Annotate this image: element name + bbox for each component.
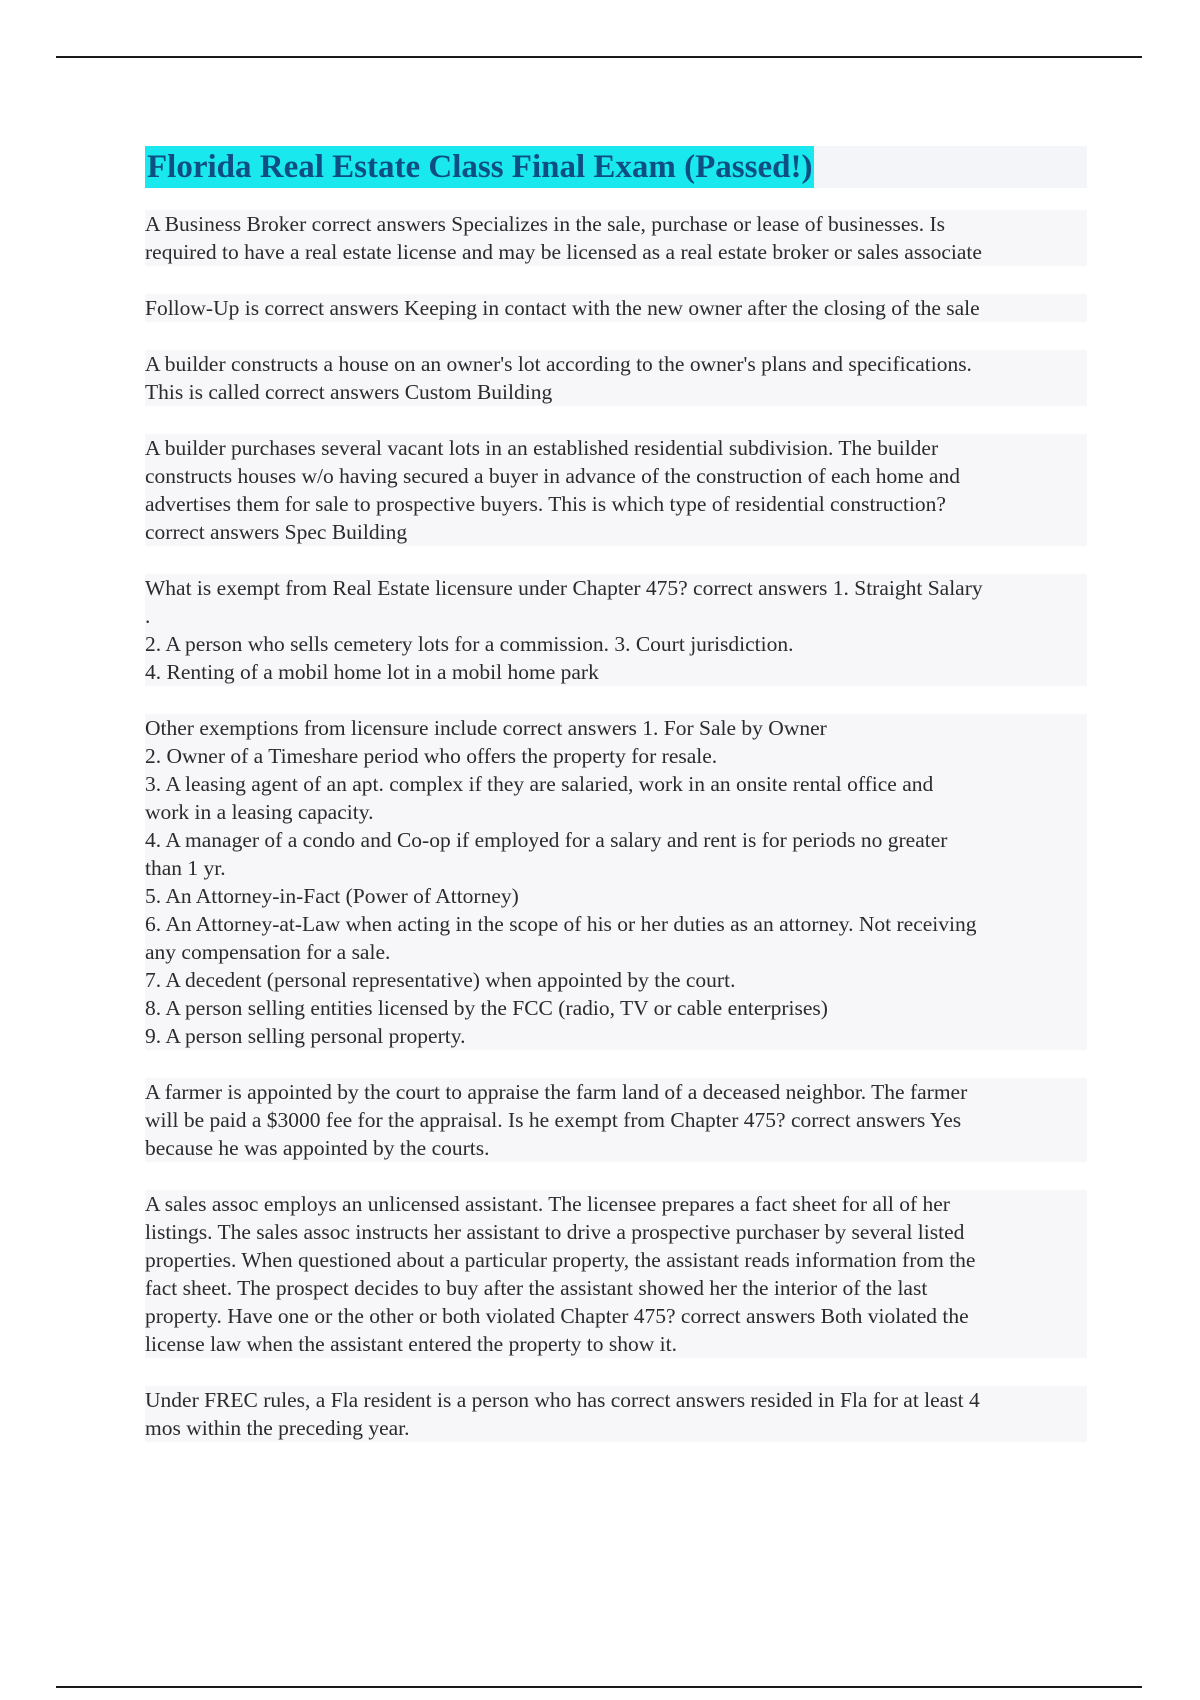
document-body (145, 146, 1087, 1470)
qa-line: property. Have one or the other or both violated Chapter 475? correct answers Both violated the (145, 1304, 969, 1328)
qa-line: 6. An Attorney-at-Law when acting in the scope of his or her duties as an attorney. Not receiving (145, 912, 977, 936)
qa-line: because he was appointed by the courts. (145, 1136, 490, 1160)
qa-line: required to have a real estate license and may be licensed as a real estate broker or sales associate (145, 240, 982, 264)
qa-line: . (145, 604, 151, 628)
qa-line: 9. A person selling personal property. (145, 1024, 466, 1048)
qa-line: license law when the assistant entered the property to show it. (145, 1332, 677, 1356)
qa-line: advertises them for sale to prospective buyers. This is which type of residential construction? (145, 492, 946, 516)
qa-line: Other exemptions from licensure include correct answers 1. For Sale by Owner (145, 716, 827, 740)
qa-line: 4. Renting of a mobil home lot in a mobil home park (145, 660, 599, 684)
top-rule (56, 56, 1142, 58)
qa-line: 2. A person who sells cemetery lots for a commission. 3. Court jurisdiction. (145, 632, 794, 656)
qa-entry (145, 1078, 1087, 1162)
qa-entry (145, 210, 1087, 266)
qa-line: A farmer is appointed by the court to appraise the farm land of a deceased neighbor. The farmer (145, 1080, 968, 1104)
qa-line: A builder purchases several vacant lots in an established residential subdivision. The builder (145, 436, 939, 460)
qa-line: 8. A person selling entities licensed by the FCC (radio, TV or cable enterprises) (145, 996, 828, 1020)
qa-entry (145, 1386, 1087, 1442)
qa-entry (145, 574, 1087, 686)
qa-line: any compensation for a sale. (145, 940, 391, 964)
qa-line: mos within the preceding year. (145, 1416, 410, 1440)
qa-entry (145, 434, 1087, 546)
title-bar (145, 146, 1087, 188)
qa-line: constructs houses w/o having secured a buyer in advance of the construction of each home and (145, 464, 960, 488)
qa-line: properties. When questioned about a particular property, the assistant reads information from the (145, 1248, 976, 1272)
qa-line: 5. An Attorney-in-Fact (Power of Attorney) (145, 884, 519, 908)
qa-line: What is exempt from Real Estate licensure under Chapter 475? correct answers 1. Straight Salary (145, 576, 983, 600)
qa-list (145, 210, 1087, 1442)
qa-line: 4. A manager of a condo and Co-op if employed for a salary and rent is for periods no greater (145, 828, 948, 852)
qa-line: correct answers Spec Building (145, 520, 408, 544)
qa-line: 7. A decedent (personal representative) when appointed by the court. (145, 968, 736, 992)
qa-line: will be paid a $3000 fee for the appraisal. Is he exempt from Chapter 475? correct answers Yes (145, 1108, 962, 1132)
qa-line: This is called correct answers Custom Building (145, 380, 553, 404)
qa-entry (145, 1190, 1087, 1358)
qa-entry (145, 294, 1087, 322)
document-title: Florida Real Estate Class Final Exam (Passed!) (145, 146, 814, 188)
qa-line: Under FREC rules, a Fla resident is a person who has correct answers resided in Fla for at least 4 (145, 1388, 980, 1412)
qa-line: A Business Broker correct answers Specializes in the sale, purchase or lease of businesses. Is (145, 212, 946, 236)
qa-line: 3. A leasing agent of an apt. complex if they are salaried, work in an onsite rental office and (145, 772, 934, 796)
qa-line: Follow-Up is correct answers Keeping in contact with the new owner after the closing of the sale (145, 296, 980, 320)
qa-line: 2. Owner of a Timeshare period who offers the property for resale. (145, 744, 718, 768)
qa-line: A sales assoc employs an unlicensed assistant. The licensee prepares a fact sheet for all of her (145, 1192, 950, 1216)
qa-entry (145, 350, 1087, 406)
qa-line: work in a leasing capacity. (145, 800, 374, 824)
qa-line: A builder constructs a house on an owner's lot according to the owner's plans and specifications. (145, 352, 972, 376)
bottom-rule (56, 1686, 1142, 1688)
qa-entry (145, 714, 1087, 1050)
qa-line: fact sheet. The prospect decides to buy after the assistant showed her the interior of the last (145, 1276, 928, 1300)
qa-line: listings. The sales assoc instructs her assistant to drive a prospective purchaser by several listed (145, 1220, 965, 1244)
qa-line: than 1 yr. (145, 856, 226, 880)
